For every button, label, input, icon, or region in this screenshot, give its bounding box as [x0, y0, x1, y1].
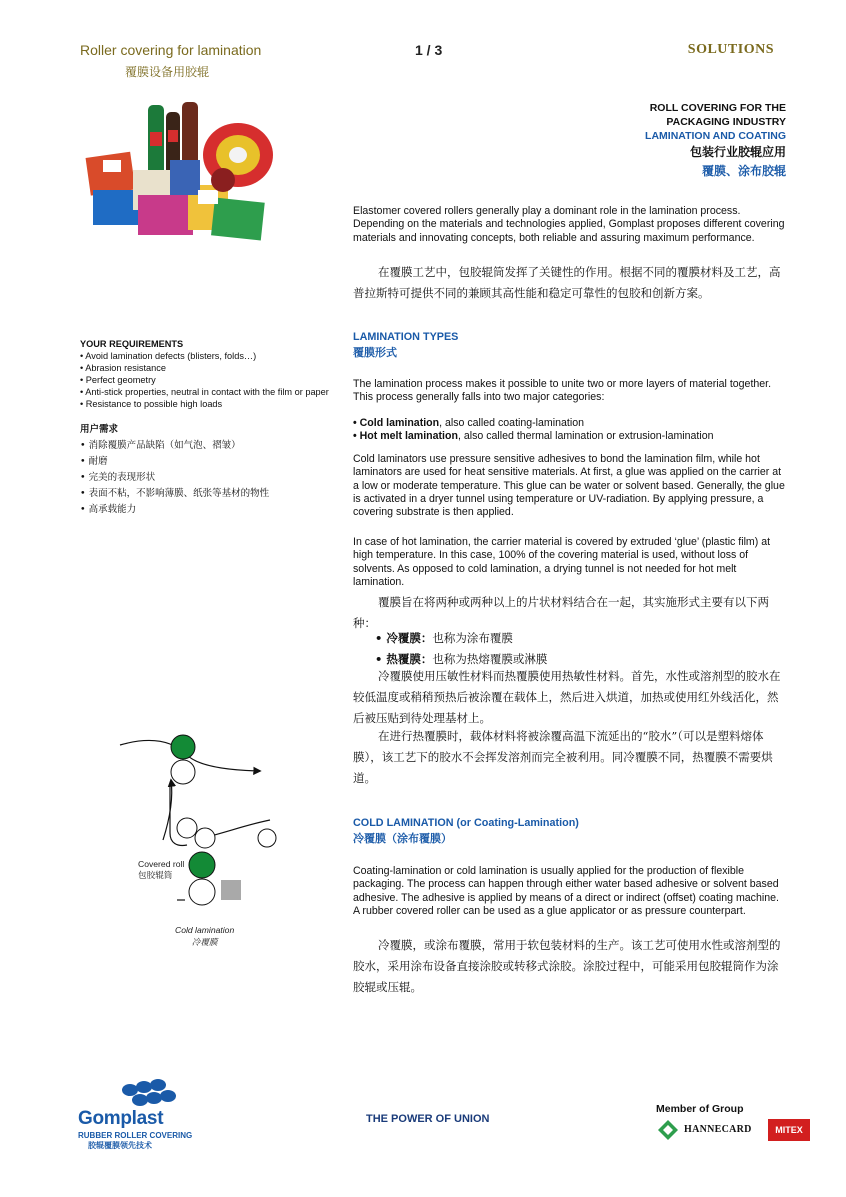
brand-tagline: RUBBER ROLLER COVERING — [78, 1131, 193, 1140]
requirements-heading: YOUR REQUIREMENTS — [80, 339, 184, 349]
cold-lamination-desc: , also called coating-lamination — [439, 417, 584, 429]
list-item — [375, 628, 785, 649]
diagram-caption-text: Cold lamination — [175, 925, 235, 935]
list-item: • Anti-stick properties, neutral in contact with the film or paper — [80, 387, 329, 397]
cold-desc-cn: 也称为涂布覆膜 — [432, 631, 513, 645]
list-item: • Perfect geometry — [80, 375, 156, 385]
gomplast-logo — [78, 1078, 218, 1151]
list-item: • Resistance to possible high loads — [80, 399, 223, 409]
lamination-paragraph-2: In case of hot lamination, the carrier material is covered by extruded ‘glue’ (plastic film) at high temperature. In this case, 100% of the covering material is used, without loss of solvents. As opposed to cold lamination, a drying tunnel is not needed for hot melt lamination. — [353, 536, 771, 588]
cold-lamination-heading-cn: 冷覆膜（涂布覆膜） — [353, 832, 452, 845]
list-item: • 完美的表现形状 — [80, 472, 156, 483]
list-item: • Abrasion resistance — [80, 363, 166, 373]
member-of-group: Member of Group — [656, 1103, 744, 1115]
top-right-heading — [645, 101, 786, 181]
heading-line-1: ROLL COVERING FOR THE — [649, 102, 786, 114]
section-label: SOLUTIONS — [687, 42, 774, 57]
list-item: • 耐磨 — [80, 456, 108, 467]
lamination-categories-cn — [375, 628, 785, 670]
hot-desc-cn: 也称为热熔覆膜或淋膜 — [432, 652, 548, 666]
lamination-types-intro: The lamination process makes it possible to unite two or more layers of material together. This process generally falls into two major categories: — [353, 378, 772, 404]
requirements-list-cn — [80, 422, 269, 518]
heading-line-2: PACKAGING INDUSTRY — [666, 116, 786, 128]
page-number: 1 / 3 — [415, 42, 443, 58]
heading-line-5-cn: 覆膜、涂布胶辊 — [701, 164, 786, 178]
hot-lamination-desc: , also called thermal lamination or extrusion-lamination — [457, 430, 714, 443]
mitex-logo: MITEX — [768, 1119, 810, 1141]
packaging-products-image — [78, 100, 278, 245]
list-item: • Avoid lamination defects (blisters, folds…) — [80, 351, 257, 361]
list-item — [353, 417, 785, 430]
cold-term-cn: • 冷覆膜： — [375, 631, 433, 645]
intro-paragraph: Elastomer covered rollers generally play a dominant role in the lamination process. Depending on the materials and technologies applied, Gomplast proposes different covering materials and innovating concepts, both reliable and assuring maximum performance. — [353, 205, 785, 244]
document-title-cn: 覆膜设备用胶辊 — [125, 65, 210, 79]
brand-name: Gomplast — [78, 1108, 164, 1129]
hot-term-cn: • 热覆膜： — [375, 652, 433, 666]
covered-roll-label — [138, 859, 184, 881]
requirements-list — [80, 338, 329, 410]
lamination-paragraph-cn-3: 在进行热覆膜时，载体材料将被涂覆高温下流延出的“胶水”（可以是塑料熔体膜），该工艺下的胶水不会挥发溶剂而完全被利用。同冷覆膜不同，热覆膜不需要烘道。 — [353, 729, 773, 785]
diagram-caption-cn: 冷覆膜 — [191, 937, 218, 947]
hannecard-name: HANNECARD — [684, 1124, 752, 1135]
list-item: • 高承载能力 — [80, 504, 137, 515]
covered-roll-text-cn: 包胶辊筒 — [138, 870, 173, 880]
brand-tagline-cn: 胶辊覆膜领先技术 — [88, 1141, 152, 1150]
slogan: THE POWER OF UNION — [366, 1113, 490, 1125]
hot-lamination-term: • Hot melt lamination — [353, 430, 458, 443]
heading-line-4-cn: 包装行业胶辊应用 — [689, 145, 786, 159]
list-item: • 表面不粘，不影响薄膜、纸张等基材的物性 — [80, 488, 270, 499]
lamination-paragraph-cn-1: 覆膜旨在将两种或两种以上的片状材料结合在一起，其实施形式主要有以下两种： — [353, 595, 769, 630]
cold-lamination-term: • Cold lamination — [353, 417, 440, 429]
cold-lamination-paragraph: Coating-lamination or cold lamination is usually applied for the production of flexible packaging. The process can happen through either water based adhesive or solvent based adhesive. The adhesive is applied by means of a direct or indirect (offset) coating machine. A rubber covered roller can be used as a glue applicator or as pressure counterpart. — [353, 865, 779, 917]
list-item: • 消除覆膜产品缺陷（如气泡、褶皱） — [80, 440, 241, 451]
requirements-heading-cn: 用户需求 — [80, 424, 119, 435]
lamination-paragraph-1: Cold laminators use pressure sensitive adhesives to bond the lamination film, while hot laminators are used for heat sensitive materials. At first, a glue was applied on the carrier at a low or moderate temperature. This glue can be water or solvent based. Generally, the glue is activated in a dryer tunnel using temperature or UV-radiation. By applying pressure, a covering substrate is then applied. — [353, 453, 785, 519]
gomplast-logo-mark — [118, 1078, 188, 1108]
list-item — [353, 430, 785, 443]
lamination-categories — [353, 417, 785, 444]
lamination-types-heading-cn: 覆膜形式 — [353, 346, 397, 359]
cold-lamination-heading: COLD LAMINATION (or Coating-Lamination) — [353, 817, 579, 829]
diagram-caption — [175, 924, 234, 948]
lamination-types-heading: LAMINATION TYPES — [353, 331, 459, 343]
heading-line-3: LAMINATION AND COATING — [645, 130, 786, 142]
intro-paragraph-cn: 在覆膜工艺中，包胶辊筒发挥了关键性的作用。根据不同的覆膜材料及工艺，高普拉斯特可提供不同的兼顾其高性能和稳定可靠性的包胶和创新方案。 — [353, 265, 781, 300]
lamination-paragraph-cn-2: 冷覆膜使用压敏性材料而热覆膜使用热敏性材料。首先，水性或溶剂型的胶水在较低温度或稍稍预热后被涂覆在载体上，然后进入烘道，加热或使用红外线活化，然后被压贴到待处理基材上。 — [353, 669, 781, 725]
document-title: Roller covering for lamination — [80, 42, 262, 58]
cold-lamination-paragraph-cn: 冷覆膜，或涂布覆膜，常用于软包装材料的生产。该工艺可使用水性或溶剂型的胶水，采用涂布设备直接涂胶或转移式涂胶。涂胶过程中，可能采用包胶辊筒作为涂胶辊或压辊。 — [353, 938, 781, 994]
covered-roll-text: Covered roll — [138, 859, 185, 869]
